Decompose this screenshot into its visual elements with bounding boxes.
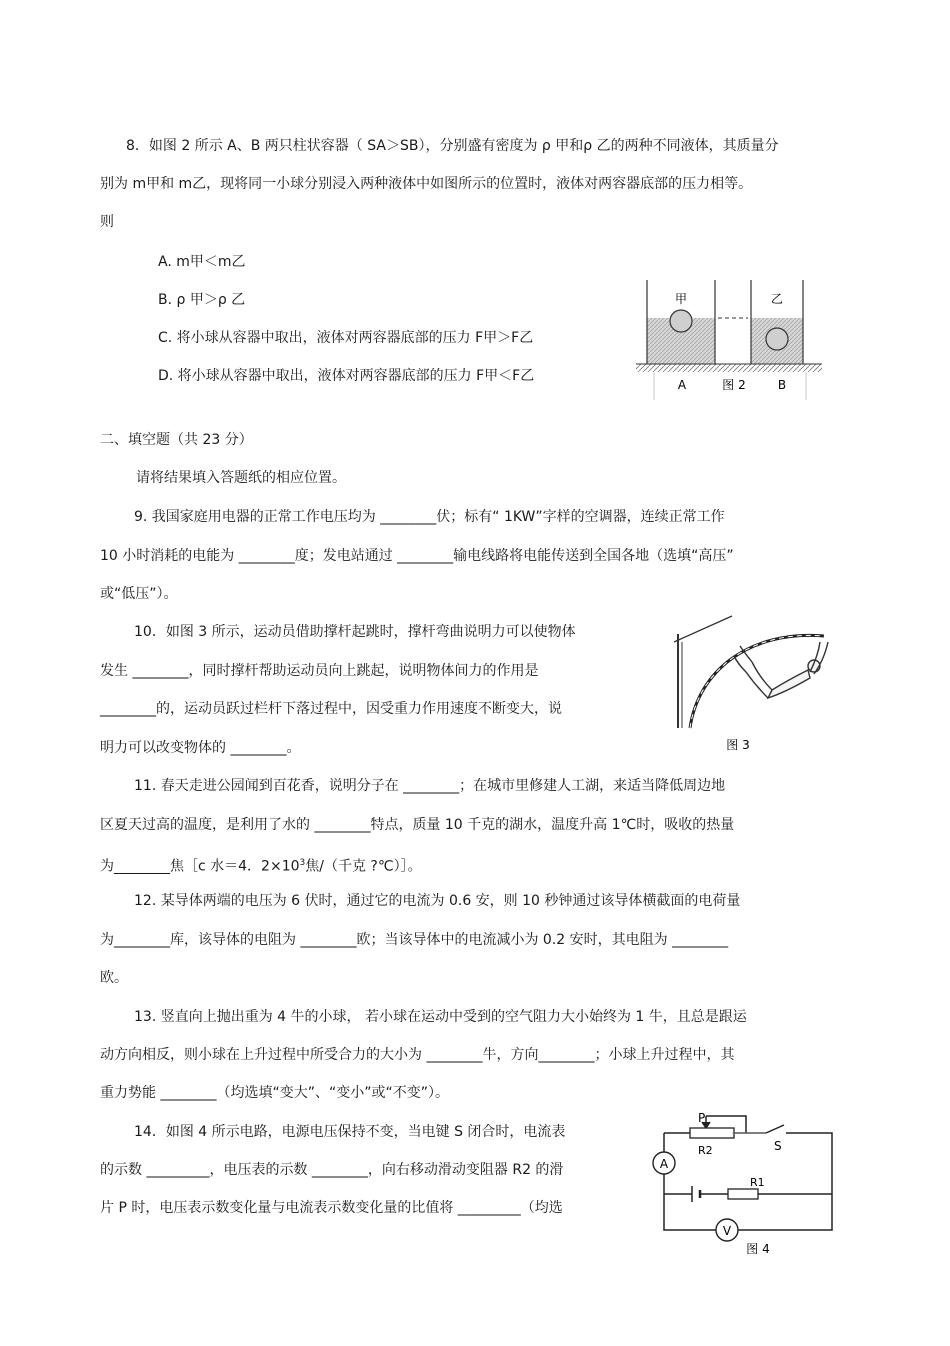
q12-line-3: 欧。: [100, 970, 128, 986]
q8-option-a: A. m甲＜m乙: [158, 254, 246, 270]
q13-line-1: 13. 竖直向上抛出重为 4 牛的小球， 若小球在运动中受到的空气阻力大小始终为 1 牛，且总是跟运: [134, 1009, 747, 1025]
q10-line-1: 10．如图 3 所示，运动员借助撑杆起跳时，撑杆弯曲说明力可以使物体: [134, 624, 576, 640]
q11-line-3-post: 焦/（千克 ?℃）］。: [305, 858, 422, 875]
q8-line-1: 8．如图 2 所示 A、B 两只柱状容器（ SA＞SB），分别盛有密度为 ρ 甲和ρ 乙的两种不同液体，其质量分: [126, 138, 779, 154]
section-2-title: 二、填空题（共 23 分）: [100, 432, 253, 448]
label-r2: R2: [698, 1144, 713, 1157]
label-s: S: [774, 1139, 782, 1153]
q9-line-2: 10 小时消耗的电能为 ________度；发电站通过 ________输电线路将电能传送到全国各地（选填“高压”: [100, 548, 734, 564]
figure-4-caption: 图 4: [746, 1242, 770, 1256]
q10-line-3: ________的，运动员跃过栏杆下落过程中，因受重力作用速度不断变大，说: [100, 701, 562, 717]
q8-line-2: 别为 m甲和 m乙，现将同一小球分别浸入两种液体中如图所示的位置时，液体对两容器底部的压力相等。: [100, 176, 753, 192]
figure-3: [668, 612, 848, 762]
q12-line-1: 12. 某导体两端的电压为 6 伏时，通过它的电流为 0.6 安，则 10 秒钟通过该导体横截面的电荷量: [134, 893, 741, 909]
section-2-instruction: 请将结果填入答题纸的相应位置。: [136, 470, 346, 486]
crossbar: [674, 616, 732, 642]
resistor-r2: [690, 1128, 734, 1138]
label-yi: 乙: [770, 292, 784, 306]
switch-s: [766, 1125, 784, 1133]
label-a: A: [677, 378, 687, 392]
label-b: B: [777, 378, 787, 392]
q11-line-1: 11. 春天走进公园闻到百花香，说明分子在 ________；在城市里修建人工湖，来适当降低周边地: [134, 778, 726, 794]
q8-option-b: B. ρ 甲＞ρ 乙: [158, 292, 246, 308]
q11-line-2: 区夏天过高的温度，是利用了水的 ________特点，质量 10 千克的湖水，温度升高 1℃时，吸收的热量: [100, 817, 735, 833]
figure-2-caption: 图 2: [722, 378, 746, 392]
q9-line-3: 或“低压”）。: [100, 586, 178, 602]
q14-line-2: 的示数 _________，电压表的示数 ________，向右移动滑动变阻器 R2 的滑: [100, 1162, 564, 1178]
q11-line-3-pre: 为________焦［c 水＝4．2×10: [100, 858, 300, 875]
label-jia: 甲: [674, 292, 688, 306]
figure-4: [646, 1108, 846, 1258]
label-r1: R1: [750, 1176, 765, 1189]
voltmeter-label: V: [722, 1224, 732, 1238]
q10-line-2: 发生 ________，同时撑杆帮助运动员向上跳起，说明物体间力的作用是: [100, 663, 539, 679]
ball-in-b: [766, 328, 788, 350]
q9-line-1: 9. 我国家庭用电器的正常工作电压均为 ________伏；标有“ 1KW”字样的空调器，连续正常工作: [134, 509, 725, 525]
q12-line-2: 为________库，该导体的电阻为 ________欧；当该导体中的电流减小为 0.2 安时，其电阻为 ________: [100, 932, 729, 948]
q8-option-d: D. 将小球从容器中取出，液体对两容器底部的压力 F甲＜F乙: [158, 368, 535, 384]
circuit-wire-top: [664, 1133, 832, 1230]
q14-line-3: 片 P 时，电压表示数变化量与电流表示数变化量的比值将 _________（均选: [100, 1200, 563, 1216]
resistor-r1: [728, 1189, 758, 1199]
ammeter-label: A: [659, 1157, 669, 1171]
q11-exponent: 3: [299, 858, 306, 868]
q10-line-4: 明力可以改变物体的 ________。: [100, 740, 301, 756]
athlete: [734, 642, 828, 698]
q13-line-2: 动方向相反，则小球在上升过程中所受合力的大小为 ________牛，方向________；小球上升过程中，其: [100, 1047, 735, 1063]
figure-3-caption: 图 3: [726, 738, 750, 752]
q8-option-c: C. 将小球从容器中取出，液体对两容器底部的压力 F甲＞F乙: [158, 330, 534, 346]
q8-line-3: 则: [100, 214, 114, 230]
ball-in-a: [670, 310, 692, 332]
label-p: P: [698, 1111, 706, 1125]
q14-line-1: 14．如图 4 所示电路，电源电压保持不变，当电键 S 闭合时，电流表: [134, 1124, 566, 1140]
q11-line-3: [100, 853, 422, 877]
figure-2: [634, 276, 824, 402]
ground: [636, 364, 822, 372]
q13-line-3: 重力势能 ________（均选填“变大”、“变小”或“不变”）。: [100, 1085, 449, 1101]
